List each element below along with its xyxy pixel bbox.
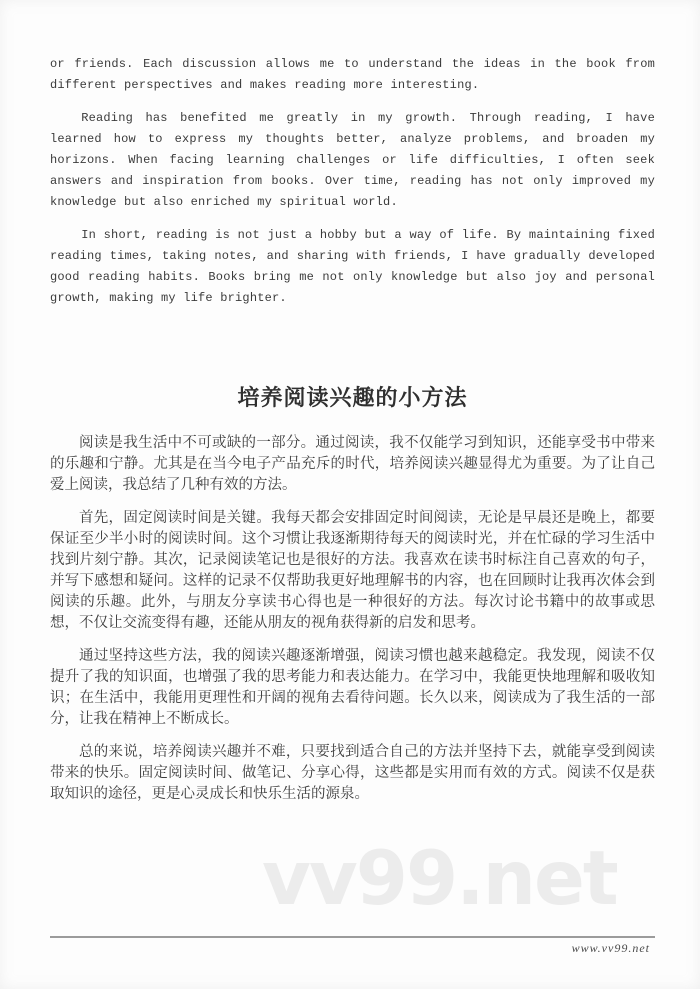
chinese-paragraph-results: 通过坚持这些方法，我的阅读兴趣逐渐增强，阅读习惯也越来越稳定。我发现，阅读不仅提升了我的知识面，也增强了我的思考能力和表达能力。在学习中，我能更快地理解和吸收知识；在生活中，我能用更理性和开阔的视角去看待问题。长久以来，阅读成为了我生活的一部分，让我在精神上不断成长。 — [50, 648, 655, 727]
page-footer — [50, 936, 655, 956]
chinese-paragraph-summary: 总的来说，培养阅读兴趣并不难，只要找到适合自己的方法并坚持下去，就能享受到阅读带来的快乐。固定阅读时间、做笔记、分享心得，这些都是实用而有效的方式。阅读不仅是获取知识的途径，更是心灵成长和快乐生活的源泉。 — [50, 744, 655, 802]
chinese-paragraph-methods: 首先，固定阅读时间是关键。我每天都会安排固定时间阅读，无论是早晨还是晚上，都要保证至少半小时的阅读时间。这个习惯让我逐渐期待每天的阅读时光，并在忙碌的学习生活中找到片刻宁静。其次，记录阅读笔记也是很好的方法。我喜欢在读书时标注自己喜欢的句子，并写下感想和疑问。这样的记录不仅帮助我更好地理解书的内容，也在回顾时让我再次体会到阅读的乐趣。此外，与朋友分享读书心得也是一种很好的方法。每次讨论书籍中的故事或思想，不仅让交流变得有趣，还能从朋友的视角获得新的启发和思考。 — [50, 510, 655, 631]
english-paragraph-conclusion: In short, reading is not just a hobby but a way of life. By maintaining fixed reading times, taking notes, and sharing with friends, I have gradually developed good reading habits. Books bring me not only knowledge but also joy and personal growth, making my life brighter. — [50, 228, 655, 305]
footer-divider — [50, 936, 655, 938]
english-paragraph-continuation: or friends. Each discussion allows me to understand the ideas in the book from different perspectives and makes reading more interesting. — [50, 57, 655, 92]
chinese-essay-section — [50, 433, 655, 805]
chinese-paragraph-intro: 阅读是我生活中不可或缺的一部分。通过阅读，我不仅能学习到知识，还能享受书中带来的乐趣和宁静。尤其是在当今电子产品充斥的时代，培养阅读兴趣显得尤为重要。为了让自己爱上阅读，我总结了几种有效的方法。 — [50, 435, 655, 493]
watermark-text: vv99.net — [262, 834, 617, 922]
english-paragraph-benefits: Reading has benefited me greatly in my growth. Through reading, I have learned how to express my thoughts better, analyze problems, and broaden my horizons. When facing learning challenges or life difficulties, I often seek answers and inspiration from books. Over time, reading has not only improved my knowledge but also enriched my spiritual world. — [50, 111, 655, 209]
english-essay-section — [50, 54, 655, 309]
chinese-essay-title: 培养阅读兴趣的小方法 — [237, 385, 468, 410]
footer-url: www.vv99.net — [571, 941, 650, 955]
